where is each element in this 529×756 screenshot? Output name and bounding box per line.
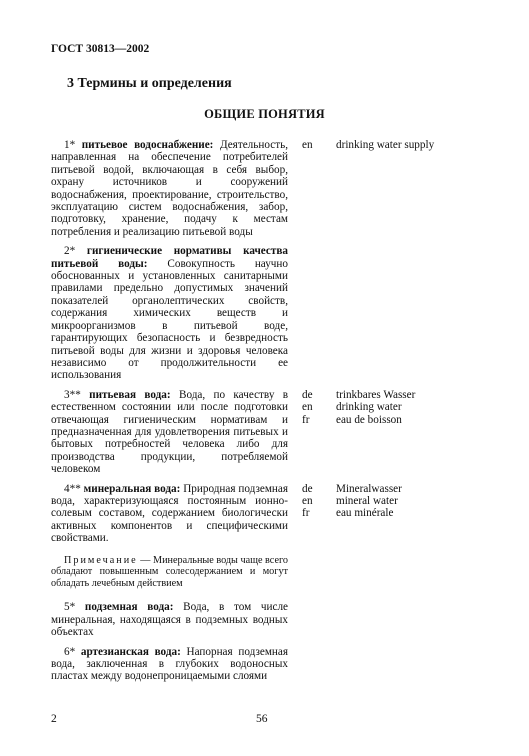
translation-row [302,139,434,151]
term-definition [51,139,288,238]
term-number: 1* [64,139,76,151]
language-code: en [302,494,313,507]
terms-list [51,139,491,690]
term-number: 5* [64,601,76,614]
term-entry [51,601,491,638]
note-label: Примечание [64,554,138,566]
term-text: Совокупность научно обоснованных и установленных санитарными правилами предельно допустимых значений показателей органолептических свойств, содержания химических веществ и микроорганизмов в питьевой воде, гарантирующих безопасность и безвредность питьевой воды для жизни и здоровья человека независимо от продолжительности ее использования [51,257,289,382]
term-definition [51,483,288,545]
term-text: Природная подземная вода, характеризующаяся постоянным ионно-солевым составом, содержанием биологически активных компонентов и специфическими свойствами. [51,482,289,545]
term-number: 6* [64,645,76,658]
term-entry [51,646,491,683]
term-name: минеральная вода: [83,482,181,495]
term-name: подземная вода: [84,601,174,614]
page-number-left: 2 [51,713,57,725]
term-number: 4** [64,482,81,495]
translation-row [302,507,402,519]
term-entry [51,139,491,238]
term-entry [51,483,491,545]
term-definition [51,245,288,381]
language-code: fr [302,413,310,426]
term-entry [51,245,491,381]
term-text: Напорная подземная вода, заключенная в глубоких водоносных пластах между водонепроницаемыми слоями [51,645,289,683]
language-code: de [302,482,313,495]
term-name: артезианская вода: [80,645,181,658]
note [51,555,288,590]
term-definition [51,389,288,476]
language-code: fr [302,507,310,520]
language-code: en [302,139,313,151]
section-title: 3 Термины и определения [67,76,232,91]
term-name: питьевая вода: [89,388,171,401]
translation-text: eau de boisson [336,413,402,426]
translation-text: mineral water [336,494,398,507]
translation-text: eau minérale [336,507,394,520]
translations [302,139,434,238]
translation-row [302,389,415,401]
term-definition [51,601,288,638]
translation-row [302,483,402,495]
translation-text: drinking water supply [336,139,435,151]
translation-row [302,401,415,413]
page-number-center: 56 [256,713,268,725]
term-entry [51,389,491,476]
term-text: Вода, по качеству в естественном состоянии или после подготовки отвечающая гигиеническим нормативам и предназначенная для удовлетворения питьевых и бытовых потребностей человека либо для производства продукции, потребляемой человеком [51,388,289,476]
term-name: питьевое водоснабжение: [81,139,214,151]
translation-text: drinking water [336,401,402,414]
document-header: ГОСТ 30813—2002 [51,43,150,55]
term-number: 2* [64,245,76,258]
translation-row [302,495,402,507]
language-code: de [302,388,313,401]
translation-row [302,414,415,426]
language-code: en [302,401,313,414]
term-text: Вода, в том числе минеральная, находящаяся в подземных водных объектах [51,601,289,639]
translation-text: trinkbares Wasser [336,388,416,401]
translations [302,389,415,476]
term-number: 3** [64,388,81,401]
translations [302,483,402,545]
term-definition [51,646,288,683]
term-name: гигиенические нормативы качества питьевой воды: [51,245,289,270]
translation-text: Mineralwasser [336,482,402,495]
term-text: Деятельность, направленная на обеспечение потребителей питьевой водой, включающая в себя выбор, охрану источников и сооружений водоснабжения, проектирование, строительство, эксплуатацию систем водоснабжения, забор, подготовку, хранение, подачу к местам потребления и реализацию питьевой воды [51,139,288,238]
subsection-title: ОБЩИЕ ПОНЯТИЯ [204,107,325,121]
note-text: — Минеральные воды чаще всего обладают повышенным солесодержанием и могут обладать лечебным действием [51,554,288,589]
